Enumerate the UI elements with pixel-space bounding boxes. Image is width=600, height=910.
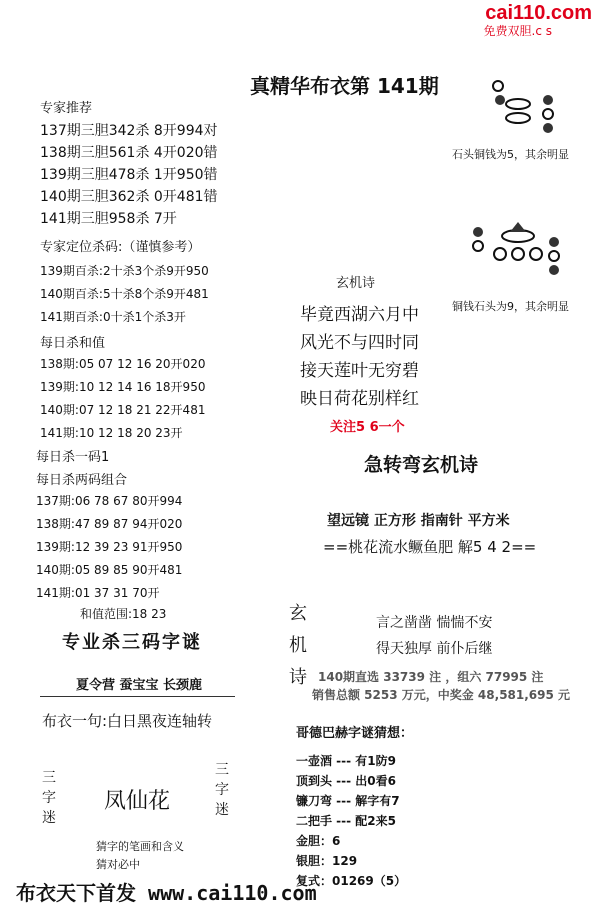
- stones-coins-picture-1: [488, 78, 568, 138]
- expert-row: 138期三胆561杀 4开020错: [40, 145, 218, 161]
- poem-line: 风光不与四时同: [300, 333, 419, 353]
- poem-line: 接天莲叶无穷碧: [300, 361, 419, 381]
- position-kill-row: 140期百杀:5十杀8个杀9开481: [40, 287, 209, 301]
- position-kill-row: 139期百杀:2十杀3个杀9开950: [40, 264, 209, 278]
- footer-banner[interactable]: 布衣天下首发 www.cai110.com: [16, 881, 317, 905]
- gold-pick: 金胆：6: [296, 834, 341, 848]
- focus-note: 关注5 6一个: [330, 420, 405, 435]
- goethe-row: 一壶酒 --- 有1防9: [296, 754, 396, 768]
- two-code-row: 138期:47 89 87 94开020: [36, 517, 183, 531]
- riddle-heading: 专业杀三码字谜: [62, 632, 202, 653]
- sales-line-2: 销售总额 5253 万元，中奖金 48,581,695 元: [312, 688, 571, 702]
- picture-caption-mid: 铜钱石头为9，其余明显: [452, 300, 569, 313]
- turn-line-2: ==桃花流水鳜鱼肥 解5 4 2==: [323, 538, 537, 556]
- sum-row: 140期:07 12 18 21 22开481: [40, 403, 206, 417]
- three-char-left: 三字迷: [42, 770, 56, 826]
- sum-heading: 每日杀和值: [40, 336, 106, 351]
- expert-row: 139期三胆478杀 1开950错: [40, 167, 218, 183]
- guess-hint: 猜对必中: [96, 858, 140, 871]
- sum-range: 和值范围:18 23: [80, 607, 167, 621]
- site-logo[interactable]: cai110.com: [485, 2, 592, 24]
- sum-row: 138期:05 07 12 16 20开020: [40, 357, 206, 371]
- sum-row: 141期:10 12 18 20 23开: [40, 426, 183, 440]
- kill-one: 每日杀一码1: [36, 450, 110, 465]
- goethe-row: 镰刀弯 --- 解字有7: [296, 794, 400, 808]
- goethe-row: 顶到头 --- 出0看6: [296, 774, 396, 788]
- picture-caption-top: 石头铜钱为5，其余明显: [452, 148, 569, 161]
- goethe-row: 二把手 --- 配2来5: [296, 814, 396, 828]
- two-code-row: 139期:12 39 23 91开950: [36, 540, 183, 554]
- three-char-right: 三字迷: [215, 762, 229, 818]
- two-code-row: 137期:06 78 67 80开994: [36, 494, 183, 508]
- page-title: 真精华布衣第 141期: [250, 74, 439, 98]
- site-subtitle: 免费双胆.c s: [483, 24, 552, 38]
- expert-row: 141期三胆958杀 7开: [40, 211, 177, 227]
- xuanji-line: 言之凿凿 惴惴不安: [376, 615, 493, 631]
- position-kill-row: 141期百杀:0十杀1个杀3开: [40, 310, 186, 324]
- position-kill-heading: 专家定位杀码:（谨慎参考）: [40, 240, 201, 255]
- poem-line: 映日荷花别样红: [300, 389, 419, 409]
- two-code-row: 141期:01 37 31 70开: [36, 586, 160, 600]
- poem-heading: 玄机诗: [336, 276, 376, 291]
- turn-line-1: 望远镜 正方形 指南针 平方米: [327, 513, 510, 529]
- guess-hint: 猜字的笔画和含义: [96, 840, 184, 853]
- turn-heading: 急转弯玄机诗: [364, 454, 479, 476]
- riddle-line: 夏令营 蚕宝宝 长颈鹿: [76, 678, 203, 693]
- expert-heading: 专家推荐: [40, 101, 93, 116]
- poem-line: 毕竟西湖六月中: [300, 305, 419, 325]
- xuanji-line: 得天独厚 前仆后继: [376, 641, 493, 657]
- two-code-row: 140期:05 89 85 90开481: [36, 563, 183, 577]
- two-code-heading: 每日杀两码组合: [36, 473, 128, 488]
- buyi-line: 布衣一句:白日黑夜连轴转: [42, 712, 213, 730]
- sum-row: 139期:10 12 14 16 18开950: [40, 380, 206, 394]
- silver-pick: 银胆：129: [296, 854, 358, 868]
- stones-coins-picture-2: [470, 218, 570, 282]
- expert-row: 140期三胆362杀 0开481错: [40, 189, 218, 205]
- flower-answer: 凤仙花: [104, 789, 171, 814]
- goethe-heading: 哥德巴赫字谜猜想：: [296, 726, 414, 741]
- divider: [40, 696, 235, 697]
- xuanji-vertical: 玄机诗: [289, 603, 307, 688]
- expert-row: 137期三胆342杀 8开994对: [40, 123, 218, 139]
- sales-line-1: 140期直选 33739 注 ，组六 77995 注: [318, 670, 544, 684]
- combo-pick: 复式：01269（5）: [296, 874, 407, 888]
